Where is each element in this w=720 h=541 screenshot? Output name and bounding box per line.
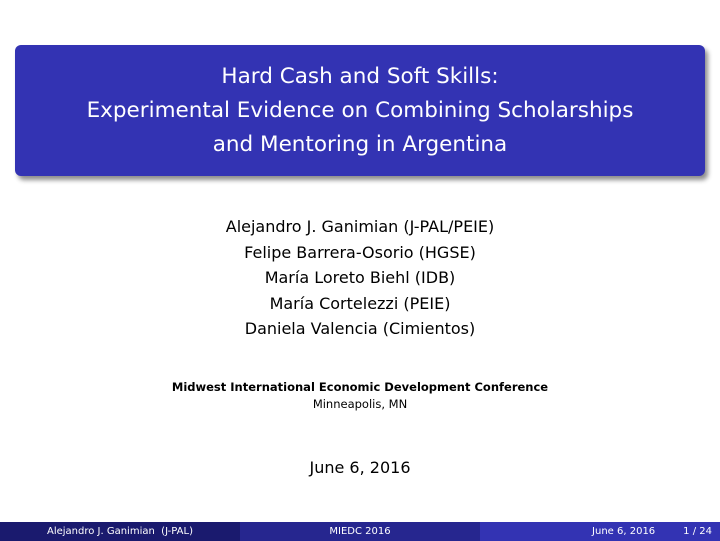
footer-bar	[0, 522, 720, 541]
presentation-date: June 6, 2016	[309, 458, 411, 477]
footer-page-number: 1 / 24	[683, 526, 712, 537]
footer-short-title: MIEDC 2016	[329, 526, 391, 537]
author-list	[0, 214, 720, 342]
footer-title-segment	[240, 522, 480, 541]
title-line-3: and Mentoring in Argentina	[212, 131, 508, 157]
footer-author: Alejandro J. Ganimian (J-PAL)	[46, 526, 193, 537]
footer-author-segment	[0, 522, 240, 541]
author-cortelezzi: María Cortelezzi (PEIE)	[269, 293, 451, 313]
author-ganimian: Alejandro J. Ganimian (J-PAL/PEIE)	[225, 217, 495, 236]
conference-block	[0, 379, 720, 413]
footer-date-segment	[480, 522, 720, 541]
author-biehl: María Loreto Biehl (IDB)	[264, 268, 456, 287]
conference-name: Midwest International Economic Development Conference	[171, 380, 549, 394]
title-line-1: Hard Cash and Soft Skills:	[221, 63, 499, 89]
footer-date: June 6, 2016	[592, 526, 656, 537]
author-barrera-osorio: Felipe Barrera-Osorio (HGSE)	[244, 242, 476, 262]
title-box	[15, 45, 705, 176]
conference-location: Minneapolis, MN	[312, 397, 408, 411]
title-line-2: Experimental Evidence on Combining Scholarships	[86, 97, 634, 123]
author-valencia: Daniela Valencia (Cimientos)	[244, 319, 476, 338]
